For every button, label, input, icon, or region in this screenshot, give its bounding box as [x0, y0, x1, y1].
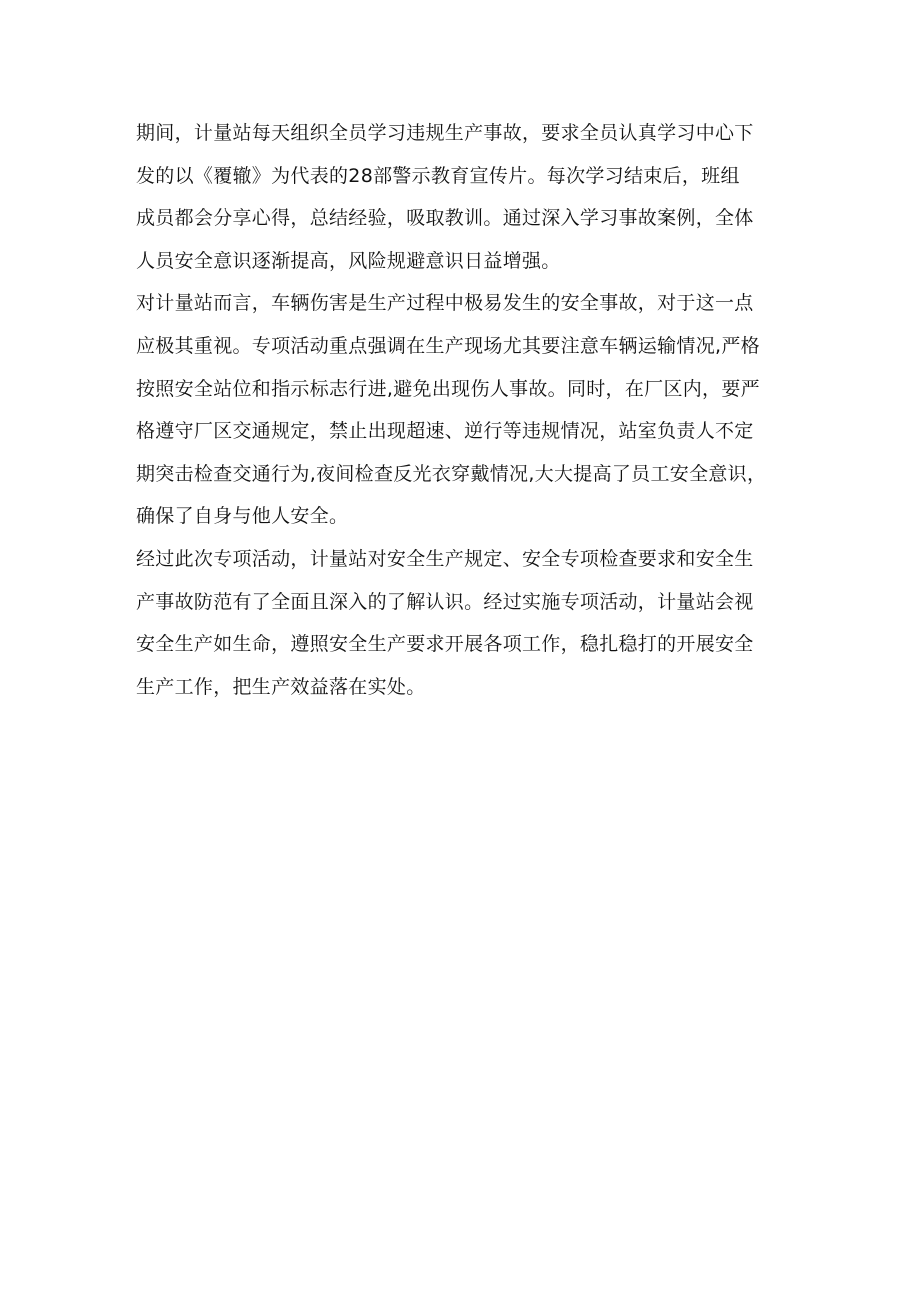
paragraph-line: 安全生产如生命，遵照安全生产要求开展各项工作，稳扎稳打的开展安全 [136, 633, 754, 656]
paragraph-2 [136, 282, 796, 538]
paragraph-3 [136, 538, 796, 708]
paragraph-line: 发的以《覆辙》为代表的28部警示教育宣传片。每次学习结束后，班组 [136, 164, 740, 187]
paragraph-line: 成员都会分享心得，总结经验，吸取教训。通过深入学习事故案例，全体 [136, 207, 754, 230]
paragraph-line: 按照安全站位和指示标志行进,避免出现伤人事故。同时，在厂区内，要严 [136, 377, 760, 400]
paragraph-line: 期突击检查交通行为,夜间检查反光衣穿戴情况,大大提高了员工安全意识， [136, 462, 767, 485]
paragraph-1 [136, 112, 796, 282]
paragraph-line: 经过此次专项活动，计量站对安全生产规定、安全专项检查要求和安全生 [136, 547, 754, 570]
paragraph-line: 对计量站而言，车辆伤害是生产过程中极易发生的安全事故，对于这一点 [136, 292, 754, 315]
paragraph-line: 期间，计量站每天组织全员学习违规生产事故，要求全员认真学习中心下 [136, 122, 754, 144]
paragraph-line: 应极其重视。专项活动重点强调在生产现场尤其要注意车辆运输情况,严格 [136, 334, 760, 357]
paragraph-line: 人员安全意识逐渐提高，风险规避意识日益增强。 [136, 249, 561, 272]
paragraph-line: 格遵守厂区交通规定，禁止出现超速、逆行等违规情况，站室负责人不定 [136, 420, 754, 443]
document-body [136, 112, 796, 708]
paragraph-line: 确保了自身与他人安全。 [136, 505, 349, 528]
paragraph-line: 生产工作，把生产效益落在实处。 [136, 675, 426, 698]
paragraph-line: 产事故防范有了全面且深入的了解认识。经过实施专项活动，计量站会视 [136, 590, 754, 613]
